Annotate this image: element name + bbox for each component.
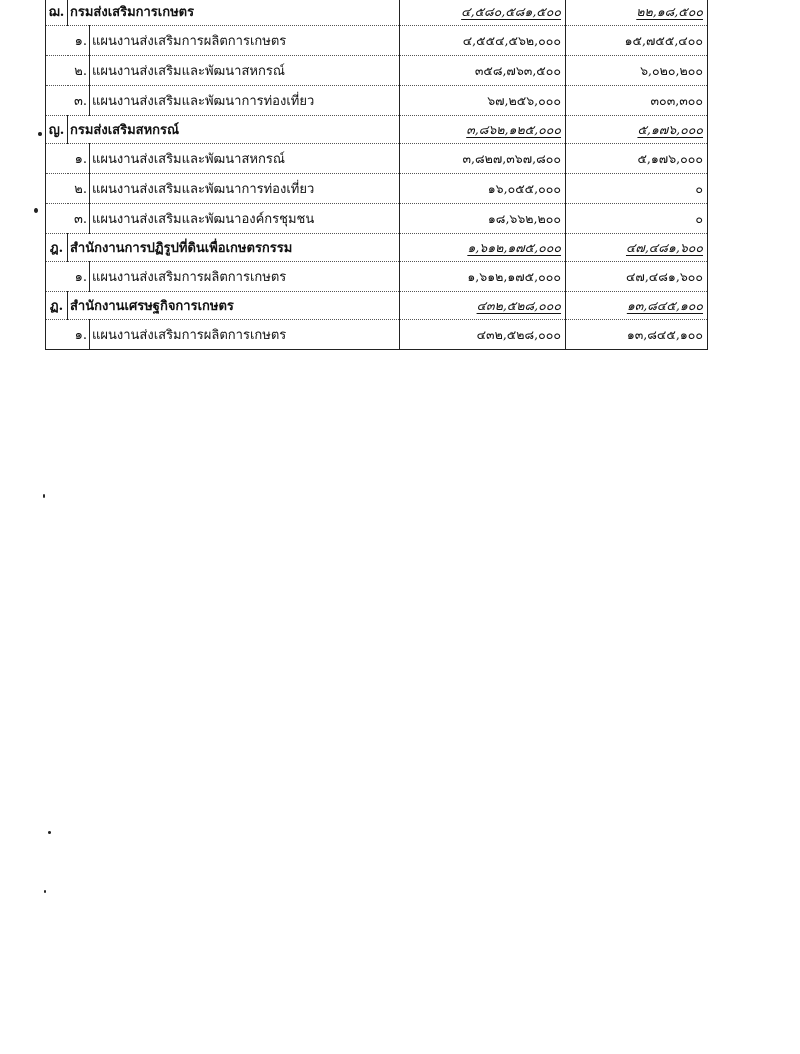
plan-number: ๓. [68,86,90,116]
agency-name: กรมส่งเสริมสหกรณ์ [68,116,400,144]
amount-b: ๑๓,๘๔๕,๑๐๐ [566,292,708,320]
plan-name: แผนงานส่งเสริมการผลิตการเกษตร [90,320,400,350]
agency-number: ฎ. [46,234,68,262]
agency-number: ญ. [46,116,68,144]
indent-cell [46,86,68,116]
plan-row [46,174,708,204]
amount-a: ๖๗,๒๕๖,๐๐๐ [400,86,566,116]
agency-row [46,234,708,262]
agency-row [46,116,708,144]
plan-row [46,262,708,292]
amount-b: ๕,๑๗๖,๐๐๐ [566,144,708,174]
plan-row [46,26,708,56]
plan-row [46,86,708,116]
amount-b: ๐ [566,174,708,204]
agency-name: สำนักงานการปฏิรูปที่ดินเพื่อเกษตรกรรม [68,234,400,262]
plan-number: ๑. [68,26,90,56]
plan-name: แผนงานส่งเสริมการผลิตการเกษตร [90,26,400,56]
amount-a: ๓,๘๖๒,๑๒๕,๐๐๐ [400,116,566,144]
plan-row [46,320,708,350]
plan-name: แผนงานส่งเสริมและพัฒนาสหกรณ์ [90,56,400,86]
amount-b: ๖,๐๒๐,๒๐๐ [566,56,708,86]
indent-cell [46,320,68,350]
scan-speck [48,831,51,834]
plan-number: ๓. [68,204,90,234]
agency-row [46,0,708,26]
plan-number: ๑. [68,320,90,350]
scan-speck [38,132,42,136]
plan-number: ๑. [68,262,90,292]
amount-a: ๔๓๒,๕๒๘,๐๐๐ [400,320,566,350]
scan-speck [44,890,46,893]
amount-b: ๕,๑๗๖,๐๐๐ [566,116,708,144]
indent-cell [46,144,68,174]
amount-a: ๔,๕๘๐,๕๘๑,๕๐๐ [400,0,566,26]
indent-cell [46,204,68,234]
agency-name: สำนักงานเศรษฐกิจการเกษตร [68,292,400,320]
plan-name: แผนงานส่งเสริมและพัฒนาองค์กรชุมชน [90,204,400,234]
amount-a: ๔,๕๕๔,๕๖๒,๐๐๐ [400,26,566,56]
plan-name: แผนงานส่งเสริมการผลิตการเกษตร [90,262,400,292]
table-body [46,0,708,350]
indent-cell [46,26,68,56]
amount-a: ๑,๖๑๒,๑๗๕,๐๐๐ [400,262,566,292]
plan-row [46,144,708,174]
agency-number: ฌ. [46,0,68,26]
agency-number: ฏ. [46,292,68,320]
amount-b: ๔๗,๔๘๑,๖๐๐ [566,234,708,262]
amount-b: ๓๐๓,๓๐๐ [566,86,708,116]
agency-row [46,292,708,320]
plan-name: แผนงานส่งเสริมและพัฒนาการท่องเที่ยว [90,86,400,116]
amount-b: ๑๓,๘๔๕,๑๐๐ [566,320,708,350]
amount-a: ๑๖,๐๕๕,๐๐๐ [400,174,566,204]
amount-a: ๔๓๒,๕๒๘,๐๐๐ [400,292,566,320]
plan-row [46,204,708,234]
plan-row [46,56,708,86]
amount-b: ๑๕,๗๕๕,๔๐๐ [566,26,708,56]
amount-b: ๔๗,๔๘๑,๖๐๐ [566,262,708,292]
plan-number: ๑. [68,144,90,174]
agency-name: กรมส่งเสริมการเกษตร [68,0,400,26]
indent-cell [46,56,68,86]
amount-b: ๐ [566,204,708,234]
plan-number: ๒. [68,56,90,86]
indent-cell [46,262,68,292]
plan-number: ๒. [68,174,90,204]
indent-cell [46,174,68,204]
plan-name: แผนงานส่งเสริมและพัฒนาการท่องเที่ยว [90,174,400,204]
plan-name: แผนงานส่งเสริมและพัฒนาสหกรณ์ [90,144,400,174]
amount-a: ๓๕๘,๗๖๓,๕๐๐ [400,56,566,86]
scan-speck [43,494,45,498]
amount-a: ๓,๘๒๗,๓๖๗,๘๐๐ [400,144,566,174]
budget-table [45,0,708,350]
amount-a: ๑,๖๑๒,๑๗๕,๐๐๐ [400,234,566,262]
scan-speck [34,208,38,213]
amount-a: ๑๘,๖๖๒,๒๐๐ [400,204,566,234]
amount-b: ๒๒,๑๘,๕๐๐ [566,0,708,26]
